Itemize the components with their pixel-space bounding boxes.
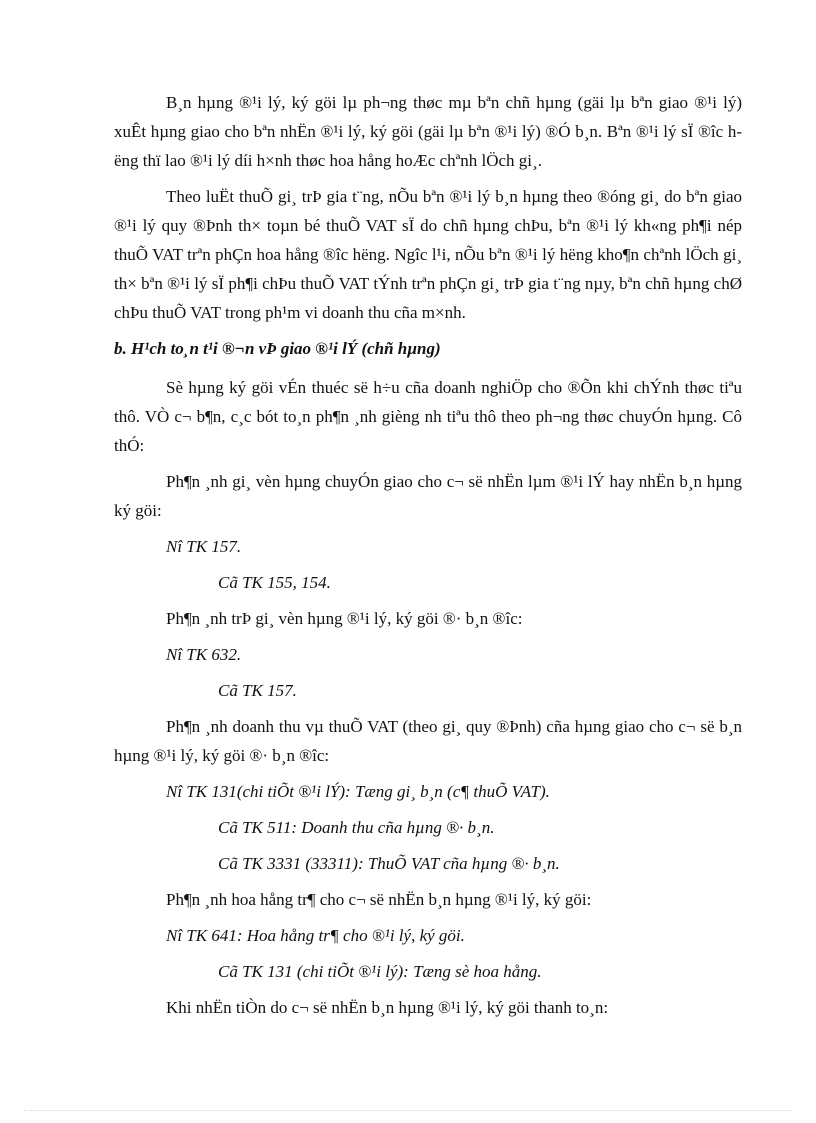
- entry-debit-157: Nî TK 157.: [166, 537, 242, 556]
- entry-debit-131: Nî TK 131(chi tiÕt ®¹i lÝ): Tæng gi¸ b¸n (c¶ thuÕ VAT).: [166, 782, 550, 801]
- section-heading: b. H¹ch to¸n t¹i ®¬n vÞ giao ®¹i lÝ (chñ hµng): [114, 339, 441, 358]
- entry-debit-632: Nî TK 632.: [166, 645, 242, 664]
- paragraph-commission: Ph¶n ¸nh hoa hång tr¶ cho c¬ së nhËn b¸n hµng ®¹i lý, ký göi:: [166, 890, 592, 909]
- footer-divider: [24, 1110, 792, 1111]
- paragraph-revenue-vat: Ph¶n ¸nh doanh thu vµ thuÕ VAT (theo gi¸ quy ®Þnh) cña hµng giao cho c¬ së b¸n hµng ®¹i lý, ký göi ®· b¸n ®îc:: [114, 717, 742, 765]
- paragraph-payment-received: Khi nhËn tiÒn do c¬ së nhËn b¸n hµng ®¹i lý, ký göi thanh to¸n:: [166, 998, 609, 1017]
- entry-credit-511: Cã TK 511: Doanh thu cña hµng ®· b¸n.: [218, 818, 495, 837]
- page-body: [114, 88, 742, 1029]
- paragraph-consignment-definition: B¸n hµng ®¹i lý, ký göi lµ ph¬ng thøc mµ bªn chñ hµng (gäi lµ bªn giao ®¹i lý) xuÊt hµng giao cho bªn nhËn ®¹i lý, ký göi (gäi lµ bªn ®¹i lý) ®Ó b¸n. Bªn ®¹i lý sÏ ®îc hëng thï lao ®¹i lý díi h×nh thøc hoa hång hoÆc chªnh lÖch gi¸.: [114, 93, 742, 170]
- entry-credit-157: Cã TK 157.: [218, 681, 297, 700]
- entry-credit-3331: Cã TK 3331 (33311): ThuÕ VAT cña hµng ®· b¸n.: [218, 854, 560, 873]
- entry-debit-641: Nî TK 641: Hoa hång tr¶ cho ®¹i lý, ký göi.: [166, 926, 465, 945]
- paragraph-cost-sold: Ph¶n ¸nh trÞ gi¸ vèn hµng ®¹i lý, ký göi ®· b¸n ®îc:: [166, 609, 523, 628]
- paragraph-vat-rules: Theo luËt thuÕ gi¸ trÞ gia t¨ng, nÕu bªn ®¹i lý b¸n hµng theo ®óng gi¸ do bªn giao ®¹i lý quy ®Þnh th× toµn bé thuÕ VAT sÏ do chñ hµng chÞu, bªn ®¹i lý kh«ng ph¶i nép thuÕ VAT trªn phÇn hoa hång ®îc hëng. Ngîc l¹i, nÕu bªn ®¹i lý hëng kho¶n chªnh lÖch gi¸ th× bªn ®¹i lý sÏ ph¶i chÞu thuÕ VAT tÝnh trªn phÇn gi¸ trÞ gia t¨ng nµy, bªn chñ hµng chØ chÞu thuÕ VAT trong ph¹m vi doanh thu cña m×nh.: [114, 187, 742, 322]
- paragraph-ownership: Sè hµng ký göi vÉn thuéc së h÷u cña doanh nghiÖp cho ®Õn khi chÝnh thøc tiªu thô. VÒ c¬ b¶n, c¸c bót to¸n ph¶n ¸nh gièng nh tiªu thô theo ph¬ng thøc chuyÓn hµng. Cô thÓ:: [114, 378, 742, 455]
- entry-credit-155-154: Cã TK 155, 154.: [218, 573, 331, 592]
- paragraph-cost-transfer: Ph¶n ¸nh gi¸ vèn hµng chuyÓn giao cho c¬ së nhËn lµm ®¹i lÝ hay nhËn b¸n hµng ký göi:: [114, 472, 742, 520]
- entry-credit-131: Cã TK 131 (chi tiÕt ®¹i lý): Tæng sè hoa hång.: [218, 962, 542, 981]
